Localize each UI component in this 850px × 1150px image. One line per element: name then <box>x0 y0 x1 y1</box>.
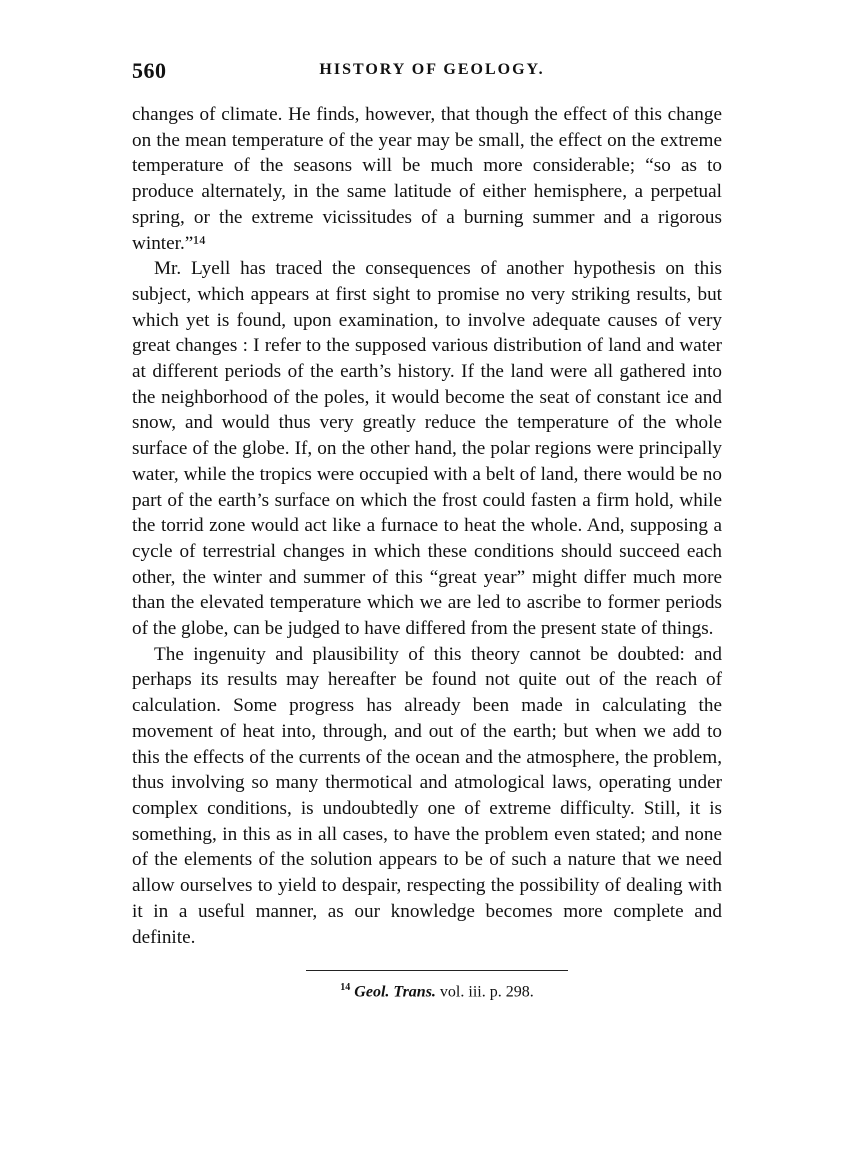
footnote <box>132 982 722 1001</box>
footnote-journal: Geol. Trans. <box>354 983 436 1001</box>
book-page <box>132 58 722 1002</box>
body-text <box>132 102 722 950</box>
paragraph-lyell-hypothesis: Mr. Lyell has traced the consequences of another hypothesis on this subject, which appears at first sight to promise no very striking results, but which yet is found, upon examination, to involve adequate causes of very great changes : I refer to the supposed various distribution of land and water at different periods of the earth’s history. If the land were all gathered into the neighborhood of the poles, it would become the seat of constant ice and snow, and would thus very greatly reduce the temperature of the whole surface of the globe. If, on the other hand, the polar regions were principally water, while the tropics were occupied with a belt of land, there would be no part of the earth’s surface on which the frost could fasten a firm hold, while the torrid zone would act like a furnace to heat the whole. And, supposing a cycle of terrestrial changes in which these conditions should succeed each other, the winter and summer of this “great year” might differ much more than the elevated temperature which we are led to ascribe to former periods of the globe, can be judged to have differed from the present state of things. <box>132 258 722 640</box>
paragraph-continued: changes of climate. He finds, however, that though the effect of this change on the mean temperature of the year may be small, the effect on the extreme temperature of the seasons will be much more considerable; “so as to produce alternately, in the same latitude of either hemisphere, a perpetual spring, or the extreme vicissitudes of a burning summer and a rigorous winter.”¹⁴ <box>132 104 722 254</box>
running-title: HISTORY OF GEOLOGY. <box>319 61 545 78</box>
footnote-marker: 14 <box>340 982 351 994</box>
footnote-divider <box>306 970 568 971</box>
footnote-reference: vol. iii. p. 298. <box>435 983 534 1001</box>
running-head <box>132 58 722 88</box>
page-number: 560 <box>132 58 167 83</box>
paragraph-ingenuity: The ingenuity and plausibility of this theory cannot be doubted: and perhaps its results may hereafter be found not quite out of the reach of calculation. Some progress has already been made in calculating the movement of heat into, through, and out of the earth; but when we add to this the effects of the currents of the ocean and the atmosphere, the problem, thus involving so many thermotical and atmological laws, operating under complex conditions, is undoubtedly one of extreme difficulty. Still, it is something, in this as in all cases, to have the problem even stated; and none of the elements of the solution appears to be of such a nature that we need allow ourselves to yield to despair, respecting the possibility of dealing with it in a useful manner, as our knowledge becomes more complete and definite. <box>132 643 722 948</box>
